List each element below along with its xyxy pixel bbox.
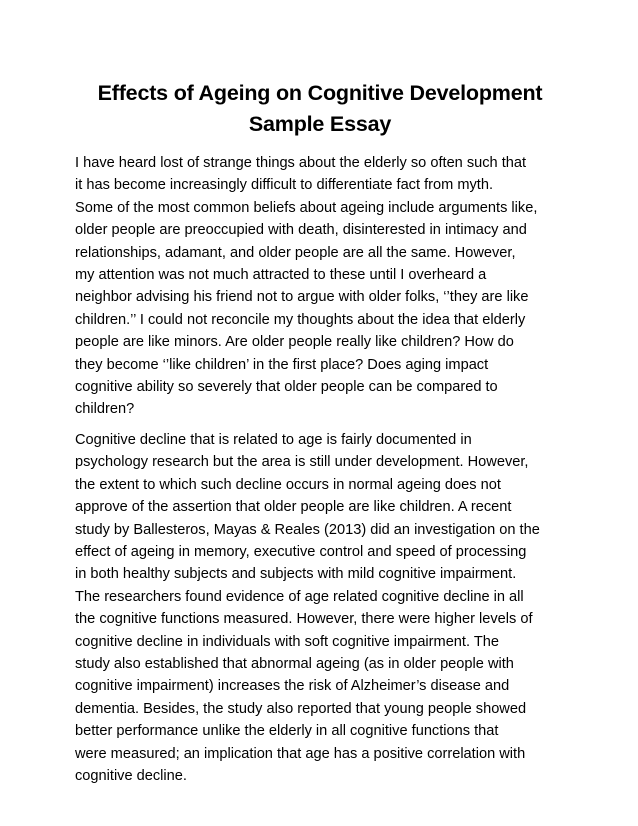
text-line: Some of the most common beliefs about ageing include arguments like, [75,199,538,216]
text-line: psychology research but the area is still under development. However, [75,454,529,471]
text-line: cognitive decline. [75,767,187,784]
text-line: the extent to which such decline occurs in normal ageing does not [75,476,501,493]
text-line: I have heard lost of strange things about the elderly so often such that [75,155,527,171]
text-line: cognitive decline in individuals with soft cognitive impairment. The [75,633,499,650]
text-line: approve of the assertion that older people are like children. A recent [75,499,512,516]
text-line: neighbor advising his friend not to argue with older folks, ‘’they are like [75,289,529,306]
text-line: children.’’ I could not reconcile my thoughts about the idea that elderly [75,311,526,328]
text-line: The researchers found evidence of age related cognitive decline in all [75,588,524,605]
text-line: cognitive impairment) increases the risk of Alzheimer’s disease and [75,678,510,695]
text-line: they become ‘’like children’ in the first place? Does aging impact [75,356,489,373]
text-line: effect of ageing in memory, executive control and speed of processing [75,543,527,560]
text-line: were measured; an implication that age has a positive correlation with [75,745,526,762]
text-line: relationships, adamant, and older people are all the same. However, [75,244,516,261]
text-line: in both healthy subjects and subjects with mild cognitive impairment. [75,566,517,583]
text-line: better performance unlike the elderly in all cognitive functions that [75,723,499,740]
essay-body [75,152,575,795]
essay-subtitle-line: Sample Essay [248,112,392,136]
text-line: older people are preoccupied with death, disinterested in intimacy and [75,222,527,239]
text-line: study also established that abnormal ageing (as in older people with [75,655,514,672]
text-line: cognitive ability so severely that older people can be compared to [75,379,498,396]
text-line: the cognitive functions measured. However, there were higher levels of [75,611,533,628]
essay-title [64,78,576,140]
text-line: study by Ballesteros, Mayas & Reales (2013) did an investigation on the [75,521,540,538]
text-line: Cognitive decline that is related to age is fairly documented in [75,431,472,448]
text-line: it has become increasingly difficult to differentiate fact from myth. [75,177,494,194]
text-line: my attention was not much attracted to these until I overheard a [75,267,487,284]
text-line: children? [75,401,135,418]
paragraph-1 [75,152,575,421]
text-line: people are like minors. Are older people really like children? How do [75,334,514,351]
essay-title-line: Effects of Ageing on Cognitive Development [97,81,543,105]
paragraph-2 [75,429,575,788]
text-line: dementia. Besides, the study also reported that young people showed [75,700,527,717]
